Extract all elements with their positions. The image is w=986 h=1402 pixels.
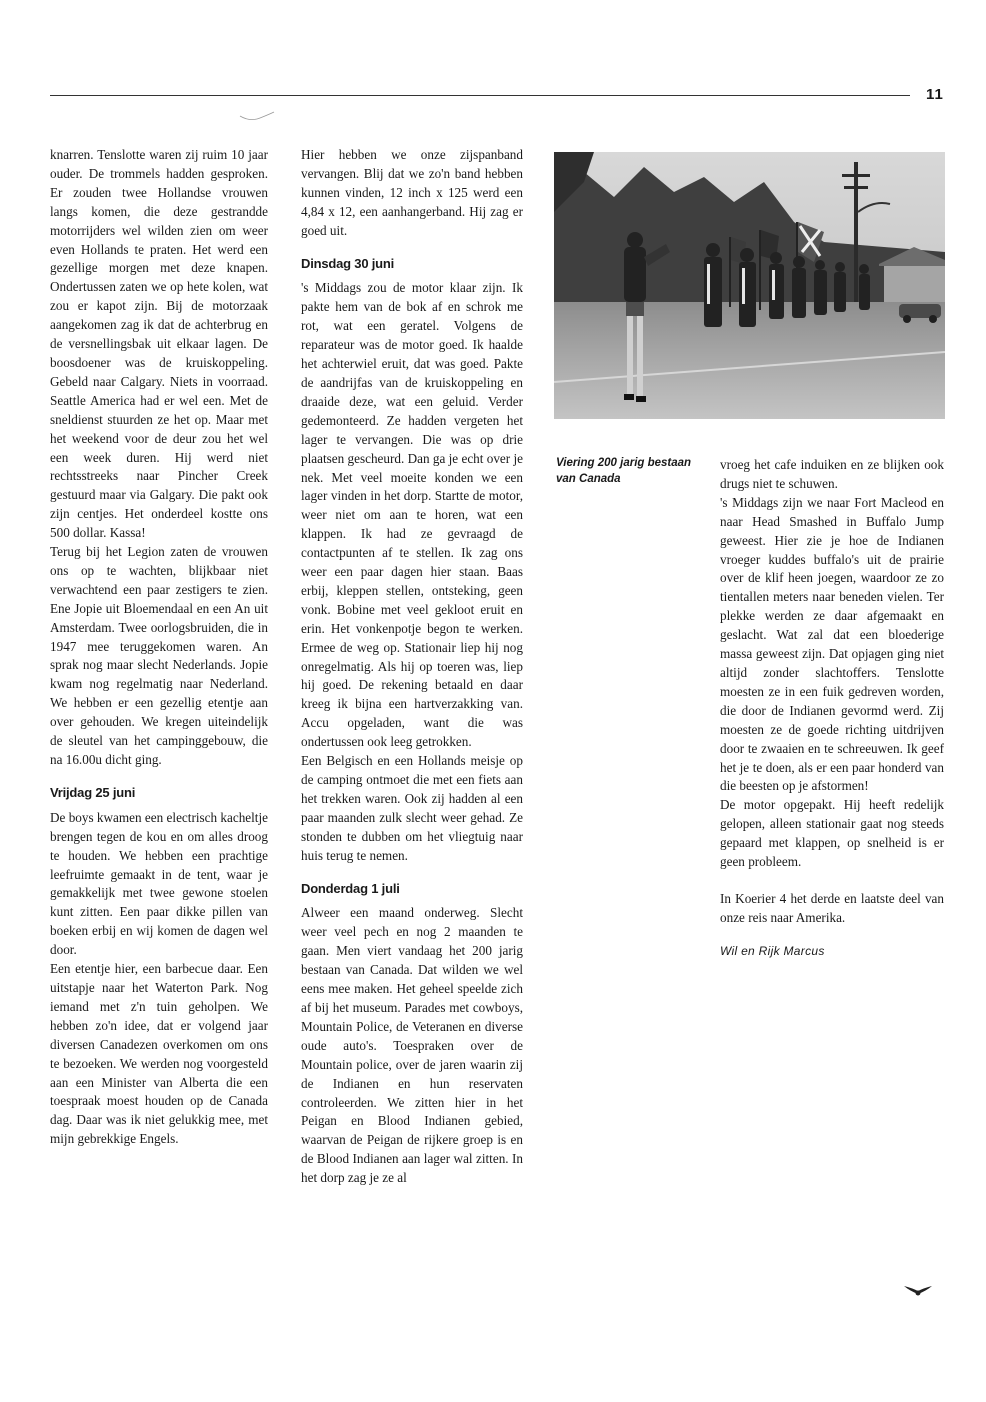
column-4 (720, 456, 944, 961)
paragraph: 's Middags zijn we naar Fort Macleod en naar Head Smashed in Buffalo Jump geweest. Hier zie je hoe de Indianen vroeger kuddes buffalo's uit de prairie over de klif heen joegen, waardoor ze zo tientallen meters naar beneden vielen. Ter plekke werden ze daar afgemaakt en geslacht. Wat zal dat een bloederige massa geweest zijn. Dat opjagen ging niet altijd zonder slachtoffers. Tenslotte moesten ze in een fuik gedreven worden, die door de Indianen gevormd werd. Zij moesten ze de goede richting uitdrijven door te zwaaien en te schreeuwen. Ik geef het je te doen, als er een paar honderd van die beesten op je afstormen! (720, 494, 944, 794)
paragraph: In Koerier 4 het derde en laatste deel van onze reis naar Amerika. (720, 890, 944, 925)
paragraph: Alweer een maand onderweg. Slecht weer veel pech en nog 2 maanden te gaan. Men viert vandaag het 200 jarig bestaan van Canada. Dat wilden we wel eens mee maken. Het geheel speelde zich af bij het museum. Parades met cowboys, Mountain Police, de Veteranen en diverse oude auto's. Toespraken over de Mountain police, over de jaren waarin zij de Indianen en hun reservaten controleerden. We zitten hier in het Peigan en Blood Indianen gebied, waarvan de Peigan de rijkere groep is en de Blood Indianen aan lager wal zitten. In het dorp zag je ze al (301, 905, 523, 1186)
scan-mark-icon (238, 108, 276, 122)
page-number: 11 (926, 86, 944, 103)
paragraph: Terug bij het Legion zaten de vrouwen ons op te wachten, blijkbaar niet verwachtend een paar zestigers te zien. Ene Jopie uit Bloemendaal en een An uit Amsterdam. Twee oorlogsbruiden, die in 1947 mee teruggekomen waren. An sprak nog maar slecht Nederlands. Jopie kwam nog regelmatig naar Nederland. We hebben er een gezellig etentje aan over gehouden. We kregen uiteindelijk de sleutel van het campinggebouw, die na 16.00u dicht ging. (50, 544, 268, 767)
header-rule (50, 95, 910, 96)
section-heading-donderdag: Donderdag 1 juli (301, 880, 400, 896)
section-heading-dinsdag: Dinsdag 30 juni (301, 255, 395, 271)
column-2 (301, 146, 523, 1188)
paragraph: 's Middags zou de motor klaar zijn. Ik pakte hem van de bok af en schrok me rot, wat een geratel. Volgens de reparateur was de motor goed. Ik haalde het achterwiel eruit, dat was goed. Pakte de aandrijfas van de kruiskoppeling en draaide deze, wat een geluid. Verder gedemonteerd. Ze hadden vergeten het lager te vervangen. Die was op drie plaatsen gescheurd. Dan ga je echt over je nek. Met veel moeite konden we een lager vinden in het dorp. Startte de motor, weer niet om aan te horen, wat een klappen. Ik had ze gevraagd de contactpunten af te stellen. Ik zag ons weer een paar dagen hier staan. Baas erbij, kleppen stellen, ontsteking, geen vonk. Bobine met veel gekloot eruit en erin. Het vonkenpotje begon te werken. Ermee de weg op. Stationair liep hij nog onregelmatig. Als hij op toeren was, liep hij goed. De rekening betaald en daar kreeg ik bijna een hartverzakking van. Accu opgeladen, want die was ondertussen ook leeg getrokken. (301, 280, 523, 750)
paragraph: De motor opgepakt. Hij heeft redelijk gelopen, alleen stationair gaat nog steeds gepaard met klappen, op snelheid is er geen probleem. (720, 797, 944, 870)
author-signature: Wil en Rijk Marcus (720, 943, 825, 958)
paragraph: knarren. Tenslotte waren zij ruim 10 jaar ouder. De trommels hadden gesproken. Er zouden twee Hollandse vrouwen langs komen, die deze gestrandde motorrijders wel wilden zien om weer even Hollands te praten. Het werd een gezellige morgen met deze knapen. Ondertussen zaten we op hete kolen, wat zou er kapot zijn. Bij de motorzaak aangekomen zag ik dat de achterbrug en de versnellingsbak uit elkaar lagen. De boosdoener was de kruiskoppeling. Gebeld naar Calgary. Niets in voorraad. Seattle America had er wel een. Met de sneldienst stuurden ze het op. Maar met het weekend voor de deur zou het wel een week duren. Hij werd niet rechtsstreeks naar Pincher Creek gestuurd maar via Galgary. Die pakt ook zijn centjes. Het onderdeel kostte ons 500 dollar. Kassa! (50, 147, 268, 541)
photo-caption: Viering 200 jarig bestaan van Canada (556, 457, 692, 485)
section-heading-vrijdag: Vrijdag 25 juni (50, 784, 136, 800)
column-1 (50, 146, 268, 1149)
winged-logo-icon (904, 1282, 932, 1298)
paragraph: De boys kwamen een electrisch kacheltje brengen tegen de kou en om alles droog te houden. We hebben een prachtige leefruimte gemaakt in de tent, waar je gemakkelijk met twee gewone stoelen kunt zitten. Een paar dikke pillen van boeken erbij en wij komen de dagen wel door. (50, 809, 268, 958)
parade-photo (554, 152, 945, 419)
paragraph: Een etentje hier, een barbecue daar. Een uitstapje naar het Waterton Park. Nog iemand met z'n tuin geholpen. We hebben zo'n idee, dat er volgend jaar diversen Canadezen overkomen om ons te bezoeken. We werden nog voorgesteld aan een Minister van Alberta die een toespraak moest houden op de Canada dag. Daar was ik niet gelukkig mee, met mijn gebrekkige Engels. (50, 961, 268, 1147)
paragraph: vroeg het cafe induiken en ze blijken ook drugs niet te schuwen. (720, 457, 944, 491)
paragraph: Hier hebben we onze zijspanband vervangen. Blij dat we zo'n band hebben kunnen vinden, 12 inch x 125 werd een 4,84 x 12, een aanhangerband. Hij zag er goed uit. (301, 147, 523, 238)
paragraph: Een Belgisch en een Hollands meisje op de camping ontmoet die met een fiets aan het trekken waren. Ook zij hadden al een paar maanden zulk slecht weer gehad. Ze stonden te dubben om het vliegtuig naar huis terug te nemen. (301, 753, 523, 863)
